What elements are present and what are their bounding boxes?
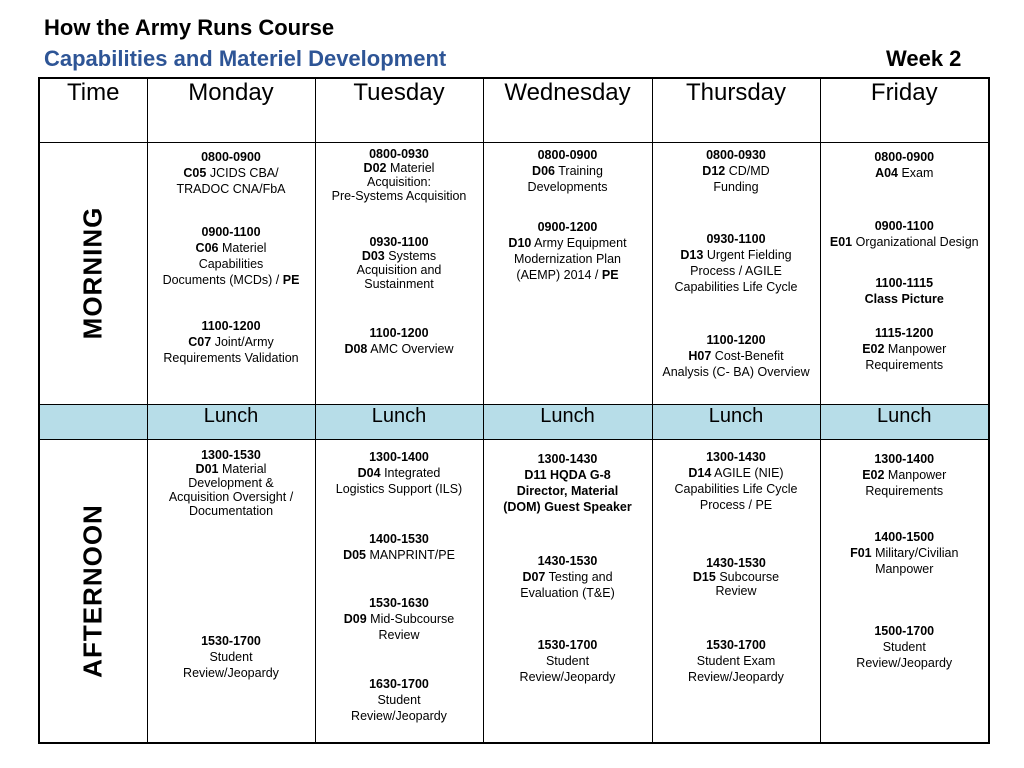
session-title: Modernization Plan: [513, 251, 621, 266]
session-title: Review/Jeopardy: [688, 669, 784, 684]
session-time: 0900-1200: [537, 219, 598, 234]
session-title: Process / PE: [699, 497, 773, 512]
session-title: Training: [558, 163, 603, 178]
session-title: MANPRINT/PE: [369, 547, 455, 562]
session-time: 1100-1115: [875, 275, 934, 290]
session-block: [823, 623, 987, 671]
session-code: C06: [195, 240, 219, 255]
session-code: D13: [680, 247, 704, 262]
session-title: Review: [715, 583, 757, 598]
lunch-row: [39, 404, 989, 439]
session-time: 1400-1500: [874, 529, 935, 544]
session-title: Subcourse: [719, 569, 780, 584]
session-block: [150, 149, 313, 197]
session-code: E01: [829, 234, 853, 249]
friday-morning-cell: [820, 142, 989, 404]
session-time: 0900-1100: [201, 224, 261, 239]
session-block: [655, 637, 818, 685]
wednesday-morning-cell: [483, 142, 652, 404]
session-block: [150, 224, 313, 288]
morning-label-cell: [39, 142, 147, 404]
session-title: Systems: [388, 248, 437, 263]
session-block: [318, 147, 481, 203]
session-time: 0800-0900: [874, 149, 935, 164]
session-title: Manpower: [887, 341, 947, 356]
week-label: Week 2: [886, 46, 962, 71]
session-title: Integrated: [384, 465, 441, 480]
session-title: Organizational Design: [855, 234, 979, 249]
session-code: D10: [508, 235, 532, 250]
session-time: 0800-0930: [369, 146, 429, 161]
session-title: Funding: [713, 179, 759, 194]
session-title: Materiel: [221, 240, 267, 255]
session-code: F01: [850, 545, 872, 560]
session-code: D03: [361, 248, 385, 263]
session-code: D05: [343, 547, 366, 562]
session-time: 1630-1700: [369, 676, 429, 691]
session-title: Student: [545, 653, 590, 668]
session-title: Capabilities: [198, 256, 264, 271]
session-code: D08: [344, 341, 368, 356]
session-block: [655, 556, 818, 598]
session-block: [823, 149, 987, 181]
session-time: 1530-1700: [706, 637, 766, 652]
session-title: Process / AGILE: [690, 263, 782, 278]
session-time: 0930-1100: [369, 234, 429, 249]
col-header-time: Time: [39, 78, 147, 142]
session-title: Testing and: [548, 569, 613, 584]
session-title: Review/Jeopardy: [856, 655, 953, 670]
session-time: 0900-1100: [874, 218, 934, 233]
session-pe-tag: PE: [601, 267, 619, 282]
tuesday-afternoon-cell: [315, 439, 483, 743]
session-time: 1430-1530: [706, 555, 766, 570]
col-header-monday: Monday: [147, 78, 315, 142]
session-title: Manpower: [875, 561, 934, 576]
session-title: Student Exam: [696, 653, 776, 668]
friday-afternoon-cell: [820, 439, 989, 743]
session-block: [655, 147, 818, 195]
session-code: D11 HQDA G-8: [524, 467, 611, 482]
session-block: [150, 448, 313, 518]
session-code: D12: [702, 163, 726, 178]
session-code: H07: [688, 348, 712, 363]
session-title: Review/Jeopardy: [183, 665, 279, 680]
session-block: [486, 553, 650, 601]
session-time: 1300-1400: [369, 449, 429, 464]
session-time: 1530-1630: [369, 595, 429, 610]
morning-row: [39, 142, 989, 404]
session-title: Director, Material: [516, 483, 619, 498]
session-time: 1100-1200: [201, 318, 261, 333]
session-block: [486, 219, 650, 283]
session-title: Analysis (C- BA) Overview: [662, 364, 810, 379]
session-title: TRADOC CNA/FbA: [176, 181, 286, 196]
session-time: 1300-1400: [874, 451, 935, 466]
session-time: 1500-1700: [874, 623, 935, 638]
session-title: Development &: [188, 475, 274, 490]
session-block: [823, 218, 987, 250]
session-time: 1530-1700: [537, 637, 598, 652]
session-block: [486, 451, 650, 515]
monday-morning-cell: [147, 142, 315, 404]
session-time: 1400-1530: [369, 531, 429, 546]
session-code: D04: [357, 465, 381, 480]
session-block: [655, 449, 818, 513]
lunch-thursday: Lunch: [652, 404, 820, 439]
session-code: A04: [875, 165, 898, 180]
session-title: Acquisition Oversight /: [168, 489, 294, 504]
session-time: 1115-1200: [875, 325, 934, 340]
session-time: 0800-0930: [706, 147, 766, 162]
session-block: [318, 676, 481, 724]
session-title: AGILE (NIE): [714, 465, 784, 480]
session-time: 1300-1530: [201, 447, 261, 462]
session-block: [150, 318, 313, 366]
session-title: Review/Jeopardy: [519, 669, 616, 684]
col-header-thursday: Thursday: [652, 78, 820, 142]
session-title: Student: [377, 692, 421, 707]
afternoon-label-cell: [39, 439, 147, 743]
session-code: D06: [532, 163, 555, 178]
session-title: Army Equipment: [534, 235, 627, 250]
session-block: [318, 531, 481, 563]
session-title: Pre-Systems Acquisition: [331, 188, 467, 203]
session-title: Review/Jeopardy: [351, 708, 447, 723]
session-pe-tag: PE: [282, 272, 300, 287]
session-title: (AEMP) 2014 /: [516, 267, 599, 282]
session-title: Mid-Subcourse: [370, 611, 455, 626]
session-block: [486, 637, 650, 685]
session-title: CD/MD: [728, 163, 770, 178]
session-block: [823, 275, 987, 307]
session-code: E02: [862, 341, 885, 356]
session-time: 1530-1700: [201, 633, 261, 648]
session-block: [318, 595, 481, 643]
session-title: Manpower: [887, 467, 947, 482]
session-code: D02: [363, 160, 387, 175]
afternoon-row: [39, 439, 989, 743]
session-title: (DOM) Guest Speaker: [503, 499, 632, 514]
session-title: Logistics Support (ILS): [335, 481, 463, 496]
col-header-friday: Friday: [820, 78, 989, 142]
course-title: How the Army Runs Course: [44, 15, 335, 40]
session-time: 0800-0900: [201, 149, 261, 164]
lunch-tuesday: Lunch: [315, 404, 483, 439]
wednesday-afternoon-cell: [483, 439, 652, 743]
session-code: D15: [692, 569, 716, 584]
lunch-time-cell: [39, 404, 147, 439]
session-title: Developments: [527, 179, 608, 194]
session-title: Acquisition:: [367, 174, 431, 189]
session-code: D07: [522, 569, 546, 584]
session-block: [318, 325, 481, 357]
session-time: 1100-1200: [369, 325, 429, 340]
session-time: 0800-0900: [537, 147, 598, 162]
session-block: [150, 633, 313, 681]
session-block: [655, 332, 818, 380]
session-time: 1100-1200: [706, 332, 766, 347]
afternoon-label: AFTERNOON: [77, 503, 108, 678]
header-row: [39, 78, 989, 142]
session-title: Materiel: [389, 160, 435, 175]
monday-afternoon-cell: [147, 439, 315, 743]
lunch-monday: Lunch: [147, 404, 315, 439]
session-title: AMC Overview: [370, 341, 454, 356]
course-subtitle: Capabilities and Materiel Development: [44, 46, 447, 71]
session-time: 1300-1430: [706, 449, 766, 464]
session-time: 1300-1430: [537, 451, 598, 466]
session-block: [318, 235, 481, 291]
session-title: Joint/Army: [214, 334, 274, 349]
col-header-wednesday: Wednesday: [483, 78, 652, 142]
session-title: Capabilities Life Cycle: [674, 279, 798, 294]
session-title: Class Picture: [864, 291, 944, 306]
session-block: [823, 451, 987, 499]
session-block: [823, 529, 987, 577]
session-title: Sustainment: [364, 276, 434, 291]
session-title: Exam: [898, 165, 934, 180]
thursday-afternoon-cell: [652, 439, 820, 743]
session-time: 1430-1530: [537, 553, 598, 568]
session-title: Capabilities Life Cycle: [674, 481, 798, 496]
session-code: D01: [195, 461, 219, 476]
session-title: Material: [221, 461, 267, 476]
session-title: Review: [378, 627, 420, 642]
session-code: C07: [188, 334, 212, 349]
session-block: [486, 147, 650, 195]
session-title: Urgent Fielding: [706, 247, 792, 262]
session-title: Student: [882, 639, 926, 654]
session-title: JCIDS CBA/: [209, 165, 279, 180]
tuesday-morning-cell: [315, 142, 483, 404]
morning-label: MORNING: [77, 206, 108, 340]
session-title: Requirements: [865, 483, 944, 498]
session-title: Acquisition and: [356, 262, 442, 277]
thursday-morning-cell: [652, 142, 820, 404]
session-block: [655, 231, 818, 295]
session-code: D14: [688, 465, 712, 480]
session-title: Requirements: [865, 357, 944, 372]
col-header-tuesday: Tuesday: [315, 78, 483, 142]
session-title: Cost-Benefit: [711, 348, 784, 363]
session-block: [823, 325, 987, 373]
session-title: Student: [209, 649, 253, 664]
session-title: Military/Civilian: [875, 545, 959, 560]
session-block: [318, 449, 481, 497]
session-code: E02: [862, 467, 885, 482]
lunch-friday: Lunch: [820, 404, 989, 439]
session-code: C05: [183, 165, 207, 180]
session-title: Evaluation (T&E): [520, 585, 615, 600]
lunch-wednesday: Lunch: [483, 404, 652, 439]
session-title: Requirements Validation: [163, 350, 299, 365]
session-time: 0930-1100: [706, 231, 766, 246]
session-title: Documentation: [188, 503, 274, 518]
session-code: D09: [343, 611, 367, 626]
session-title: Documents (MCDs) /: [162, 272, 280, 287]
schedule-table: [38, 77, 990, 744]
